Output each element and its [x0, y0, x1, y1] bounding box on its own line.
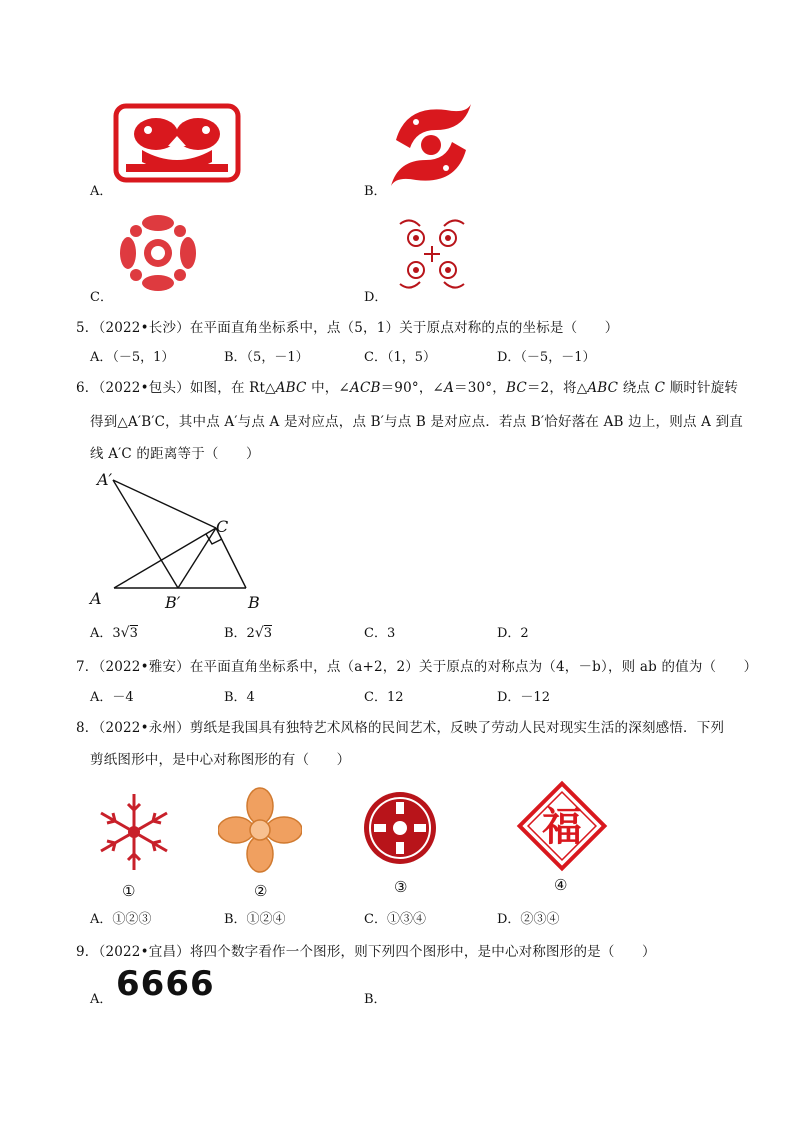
- q6-text: 6．（2022•包头）如图，在 Rt△: [76, 380, 276, 396]
- q9-stem: 9．（2022•宜昌）将四个数字看作一个图形，则下列四个图形中，是中心对称图形的是（ ）: [76, 944, 656, 960]
- q4-option-a-image: [112, 100, 242, 186]
- q6-var: BC: [505, 380, 527, 396]
- q7-choice-a[interactable]: A．－4: [90, 690, 134, 705]
- q6-stem-line1: [76, 376, 738, 396]
- q8-choice-a[interactable]: A．①②③: [90, 912, 152, 927]
- q8-choice-d[interactable]: D．②③④: [497, 912, 560, 927]
- q6-var: ABC: [587, 380, 619, 396]
- label-b-prime: B′: [165, 593, 181, 612]
- q8-label-2: ②: [254, 882, 268, 900]
- q5-stem: 5．（2022•长沙）在平面直角坐标系中，点（5，1）关于原点对称的点的坐标是（ ）: [76, 320, 619, 336]
- q8-orange-flower-image: [218, 786, 302, 876]
- q6-choice-b[interactable]: [224, 622, 272, 641]
- q6-choice-a[interactable]: [90, 622, 138, 641]
- q8-fu-diamond-image: [512, 776, 612, 876]
- q5-choice-c[interactable]: C．（1，5）: [364, 350, 436, 365]
- q6-choice-c[interactable]: C．3: [364, 626, 396, 641]
- label-b: B: [248, 593, 260, 612]
- q6-var: ACB: [350, 380, 381, 396]
- q6-stem-line3: 线 A′C 的距离等于（ ）: [90, 446, 260, 462]
- q6-choice-d[interactable]: D．2: [497, 626, 529, 641]
- sqrt-icon: √: [254, 625, 264, 641]
- q4-option-c-image: [116, 211, 200, 295]
- q6-text: ＝30°，: [454, 380, 506, 396]
- line-a-c: [114, 528, 216, 588]
- label-c: C: [216, 517, 229, 536]
- fu-character: 福: [542, 803, 582, 850]
- q5-choice-d[interactable]: D．（－5，－1）: [497, 350, 596, 365]
- q6-choice-b-text: B．2: [224, 626, 255, 641]
- q6-sqrt-arg: 3: [263, 626, 273, 641]
- q6-text: ＝90°，∠: [380, 380, 445, 396]
- q9-option-a-figure: 6666: [116, 964, 215, 1004]
- q6-text: 中，∠: [306, 380, 350, 396]
- q6-sqrt-arg: 3: [129, 626, 138, 641]
- q5-choice-a[interactable]: A．（－5，1）: [90, 350, 175, 365]
- q7-choice-d[interactable]: D．－12: [497, 690, 550, 705]
- q8-stem-line2: 剪纸图形中，是中心对称图形的有（ ）: [90, 752, 351, 768]
- q6-stem-line2: 得到△A′B′C，其中点 A′与点 A 是对应点，点 B′与点 B 是对应点．若点 B′恰好落在 AB 边上，则点 A 到直: [90, 414, 743, 430]
- q6-var: ABC: [275, 380, 307, 396]
- q8-stem-line1: 8．（2022•永州）剪纸是我国具有独特艺术风格的民间艺术，反映了劳动人民对现实生活的深刻感悟．下列: [76, 720, 725, 736]
- label-a: A: [90, 589, 102, 608]
- q4-option-b-image: [386, 100, 476, 190]
- q8-choice-b[interactable]: B．①②④: [224, 912, 286, 927]
- q4-option-b-label[interactable]: B．: [364, 184, 387, 199]
- q4-option-d-label[interactable]: D．: [364, 290, 388, 305]
- q8-label-3: ③: [394, 878, 408, 896]
- q8-snowflake-image: [92, 790, 176, 874]
- q4-option-d-image: [390, 214, 474, 294]
- q9-option-b-label[interactable]: B．: [364, 992, 387, 1007]
- q7-stem: 7．（2022•雅安）在平面直角坐标系中，点（a+2，2）关于原点的对称点为（4，－b），则 ab 的值为（ ）: [76, 659, 758, 675]
- sqrt-icon: √: [120, 625, 130, 641]
- q7-choice-c[interactable]: C．12: [364, 690, 404, 705]
- line-a-prime-c: [113, 480, 216, 528]
- q6-text: ＝2，将△: [526, 380, 588, 396]
- q6-choice-a-text: A．3: [90, 626, 121, 641]
- q6-text: 绕点: [618, 380, 655, 396]
- q8-choice-c[interactable]: C．①③④: [364, 912, 426, 927]
- line-a-prime-b-prime: [113, 480, 178, 588]
- q6-triangle-figure: [86, 466, 276, 616]
- q8-label-4: ④: [554, 876, 568, 894]
- line-c-b: [216, 528, 246, 588]
- q4-option-c-label[interactable]: C．: [90, 290, 113, 305]
- q6-var: C: [654, 380, 666, 396]
- q7-choice-b[interactable]: B．4: [224, 690, 255, 705]
- label-a-prime: A′: [97, 470, 113, 489]
- q6-var: A: [444, 380, 455, 396]
- q5-choice-b[interactable]: B．（5，－1）: [224, 350, 309, 365]
- q8-round-cut-image: [360, 788, 440, 868]
- q6-text: 顺时针旋转: [665, 380, 739, 396]
- q8-label-1: ①: [122, 882, 136, 900]
- q9-option-a-label[interactable]: A．: [90, 992, 113, 1007]
- line-b-prime-c: [178, 528, 216, 588]
- q4-option-a-label[interactable]: A．: [90, 184, 113, 199]
